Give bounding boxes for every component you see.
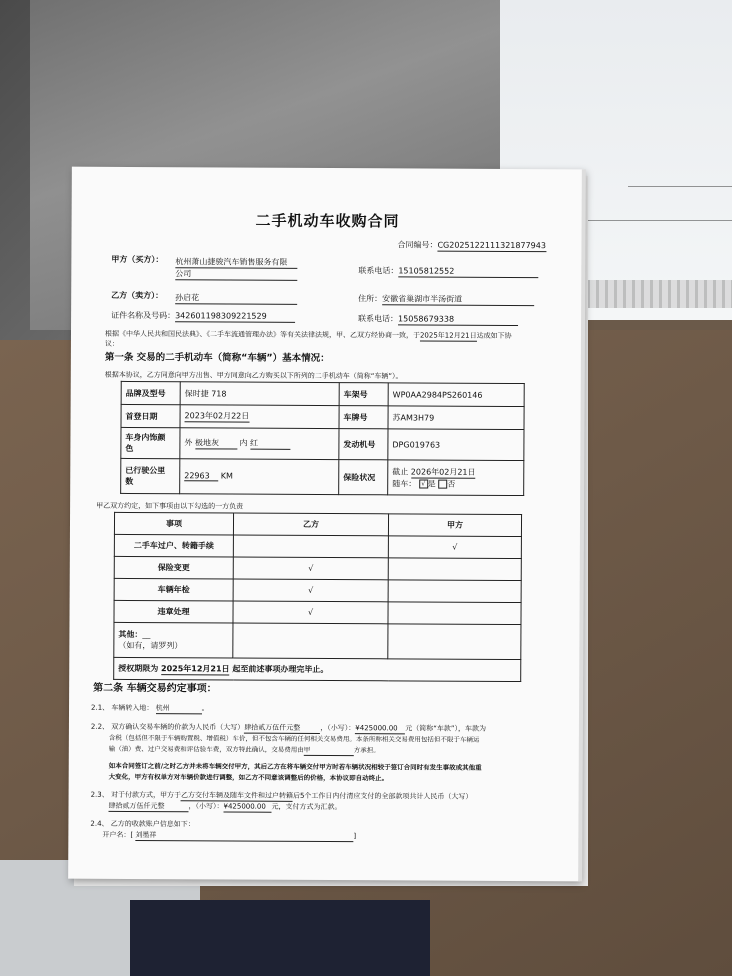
clause-number: 2.4、 [90,819,109,828]
other-blank: __ [142,630,151,640]
deadline-date: 2025年12月21日 [161,663,230,673]
clause-2-4 [90,819,194,830]
other-cell [114,622,233,658]
insurance-end-label: 截止 [392,466,409,476]
interior-prefix: 内 [239,438,248,448]
party-b-phone-label: 联系电话： [358,314,399,324]
clause-2-3-text-4: 元，支付方式为汇款。 [271,802,342,812]
no-label: 否 [447,479,456,489]
clause-2-3-line2 [108,801,341,813]
reg-date-cell [180,405,339,429]
party-a-name-line1: 杭州萧山捷骏汽车销售服务有限 [175,257,297,269]
yes-checkbox: √ [419,479,428,488]
clause-number: 2.2、 [90,722,110,731]
other-label: 其他： [118,629,143,640]
insurance-cell [388,460,524,496]
yes-label: 是 [427,479,436,489]
clause-2-2-line3-end: 方承担。 [353,746,380,755]
contract-number: CG2025122111321877943 [437,240,546,251]
address-value: 安徽省巢湖市半汤街道 [382,294,534,306]
vin-label: 车架号 [339,383,388,406]
preamble-text-2: 达成如下协 [476,331,512,340]
table-row [114,512,521,536]
other-note: （如有，请罗列） [118,640,183,651]
duty-party-a-check [388,580,521,603]
id-label: 证件名称及号码： [111,310,176,321]
duty-item: 车辆年检 [114,578,233,601]
deadline-label: 授权期限为 [118,663,159,673]
clause-number: 2.1、 [91,703,110,712]
color-label-cell [121,427,180,458]
duty-item: 二手车过户、转籍手续 [114,534,233,557]
exterior-prefix: 外 [184,438,193,448]
duty-party-a-check: √ [388,536,521,559]
duty-intro: 甲乙双方约定，如下事项由以下勾选的一方负责 [96,501,244,511]
bold-clause-line1: 如本合同签订之前/之时乙方并未将车辆交付甲方，其后乙方在将车辆交付甲方时若车辆状况相较于签订合同时有发生事故或其他重 [108,761,482,772]
preamble-text: 根据《中华人民共和国民法典》、《二手车流通管理办法》等有关法律法规，甲、乙双方经协商一致，于 [104,329,421,340]
engine-label: 发动机号 [339,429,388,460]
duty-party-b-check: √ [233,557,388,580]
duty-item: 保险变更 [114,556,233,579]
party-a-phone-row [358,266,538,278]
other-party-a [388,624,521,660]
table-row [114,622,521,659]
duty-party-a-check [388,602,521,625]
bracket-end: ] [353,832,357,841]
party-a-phone: 15105812552 [398,266,538,278]
clause-number: 2.3、 [90,790,109,799]
brand-value: 保时捷 718 [180,382,339,406]
duty-party-b-check: √ [233,601,388,624]
party-b-phone: 15058679338 [398,314,518,326]
clause-2-3-text-3: ，（小写）： [188,802,224,811]
vin-value: WP0AA2984PS260146 [388,383,524,407]
vehicle-info-table [120,381,525,496]
color-cell [180,428,339,460]
clause-end: 。 [201,704,209,713]
transfer-city: 杭州 [156,703,202,714]
duty-party-a-check [388,558,521,581]
clause-2-3-text-2: 后5个工作日内付清应支付的全部款项共计人民币（大写） [292,791,473,801]
clause-2-3-text: 对于付款方式，甲方于 [110,790,181,800]
contract-number-row [397,240,546,252]
mileage-unit: KM [220,471,233,481]
mileage-cell [180,459,339,495]
duty-party-b-check [233,535,388,558]
table-row [114,657,521,681]
clause-2-1-label: 车辆转入地： [111,703,154,713]
brand-label: 品牌及型号 [121,381,180,404]
party-b-phone-row [358,314,518,326]
duty-table [113,512,522,682]
table-row [121,427,524,460]
with-car-label: 随车： [392,478,417,488]
party-b-label: 乙方（卖方）： [111,290,164,301]
payment-uppercase: 肆拾贰万伍仟元整 [108,801,188,812]
preamble-line2: 议： [104,339,119,348]
header-party-a: 甲方 [388,514,521,537]
clause-2-2-text: 双方确认交易车辆的价款为人民币（大写） [111,722,245,732]
contract-title: 二手机动车收购合同 [255,211,400,231]
price-uppercase: 肆拾贰万伍仟元整 [244,723,320,734]
dark-cloth [130,900,430,976]
party-a-name-line2: 公司 [175,269,297,281]
preamble-date: 2025年12月21日 [419,331,477,340]
clause-2-2-line3 [109,744,380,756]
price-lowercase: ¥425000.00 [355,723,405,734]
clause-2-2-text-3: 元（简称“车款”），车款为 [405,724,487,733]
payment-lowercase: ¥425000.00 [223,801,271,812]
interior-color: 红 [250,438,290,450]
reg-date-label: 首登日期 [121,404,180,427]
clause-2-4-text: 乙方的收款账户信息如下： [110,819,195,829]
table-row [121,381,524,406]
table-row [114,534,521,558]
other-party-b [233,623,388,659]
exterior-color: 极地灰 [195,437,237,449]
plate-value: 苏AM3H79 [388,406,524,430]
duty-party-b-check: √ [233,579,388,602]
clause-2-2-text-2: ，（小写）： [320,723,356,733]
mileage-label-1: 已行驶公里 [125,465,166,476]
table-row [114,600,521,624]
contract-number-label: 合同编号： [397,240,438,250]
party-a-label: 甲方（买方）： [111,254,164,265]
clause-2-2-line2: 含税（包括但不限于车辆购置税、增值税）车价，但不包含车辆的任何相关交易费用。本条所称相关交易费用包括但不限于车辆运 [108,733,480,744]
party-a-phone-label: 联系电话： [358,266,399,276]
article1-title: 第一条 交易的二手机动车（简称“车辆”）基本情况： [104,351,330,365]
insurance-end-date: 2026年02月21日 [410,466,476,477]
deadline-cell [114,657,521,681]
no-checkbox [438,479,447,488]
article1-intro: 根据本协议，乙方同意向甲方出售、甲方同意向乙方购买以下所列的二手机动车（简称“车辆”）。 [104,370,403,381]
mileage-label-cell [121,458,180,493]
header-item: 事项 [114,512,233,535]
id-number: 342601198309221529 [175,311,295,323]
account-holder-row [102,830,356,842]
table-row [114,578,521,602]
address-label: 住所： [358,294,383,304]
contract-document [68,167,584,882]
fee-payer: 甲 [304,745,354,756]
table-row [114,556,521,580]
table-row [121,458,524,495]
header-party-b: 乙方 [233,513,388,536]
reg-date-value: 2023年02月22日 [184,411,250,421]
id-row [111,311,295,323]
insurance-label: 保险状况 [339,460,388,495]
deadline-tail: 起至前述事项办理完毕止。 [232,664,329,674]
duty-item: 违章处理 [114,600,233,623]
color-label-1: 车身内饰颜 [125,432,166,443]
bold-clause-line2: 大变化，甲方有权单方对车辆价款进行调整，如乙方不同意该调整后的价格，本协议即自动终止。 [108,772,389,783]
account-holder-label: 开户名：[ [102,830,134,839]
mileage-value: 22963 [184,471,218,481]
mileage-label-2: 数 [125,476,134,486]
party-b-name: 孙启花 [175,293,297,305]
article2-title: 第二条 车辆交易约定事项： [93,682,217,695]
payment-condition: 乙方交付车辆及随车文件和过户转籍 [180,791,293,800]
color-label-2: 色 [125,443,134,453]
clause-2-1 [91,703,209,715]
clause-2-2-line3-text: 输（油）费、过户交易费和评估验车费，双方特此确认，交易费用由 [108,744,304,754]
table-row [121,404,524,429]
plate-label: 车牌号 [339,406,388,429]
address-row [358,294,534,306]
account-holder-name: 刘墨祥 [135,830,353,842]
engine-value: DPG019763 [388,429,524,461]
preamble-line1 [105,329,512,342]
